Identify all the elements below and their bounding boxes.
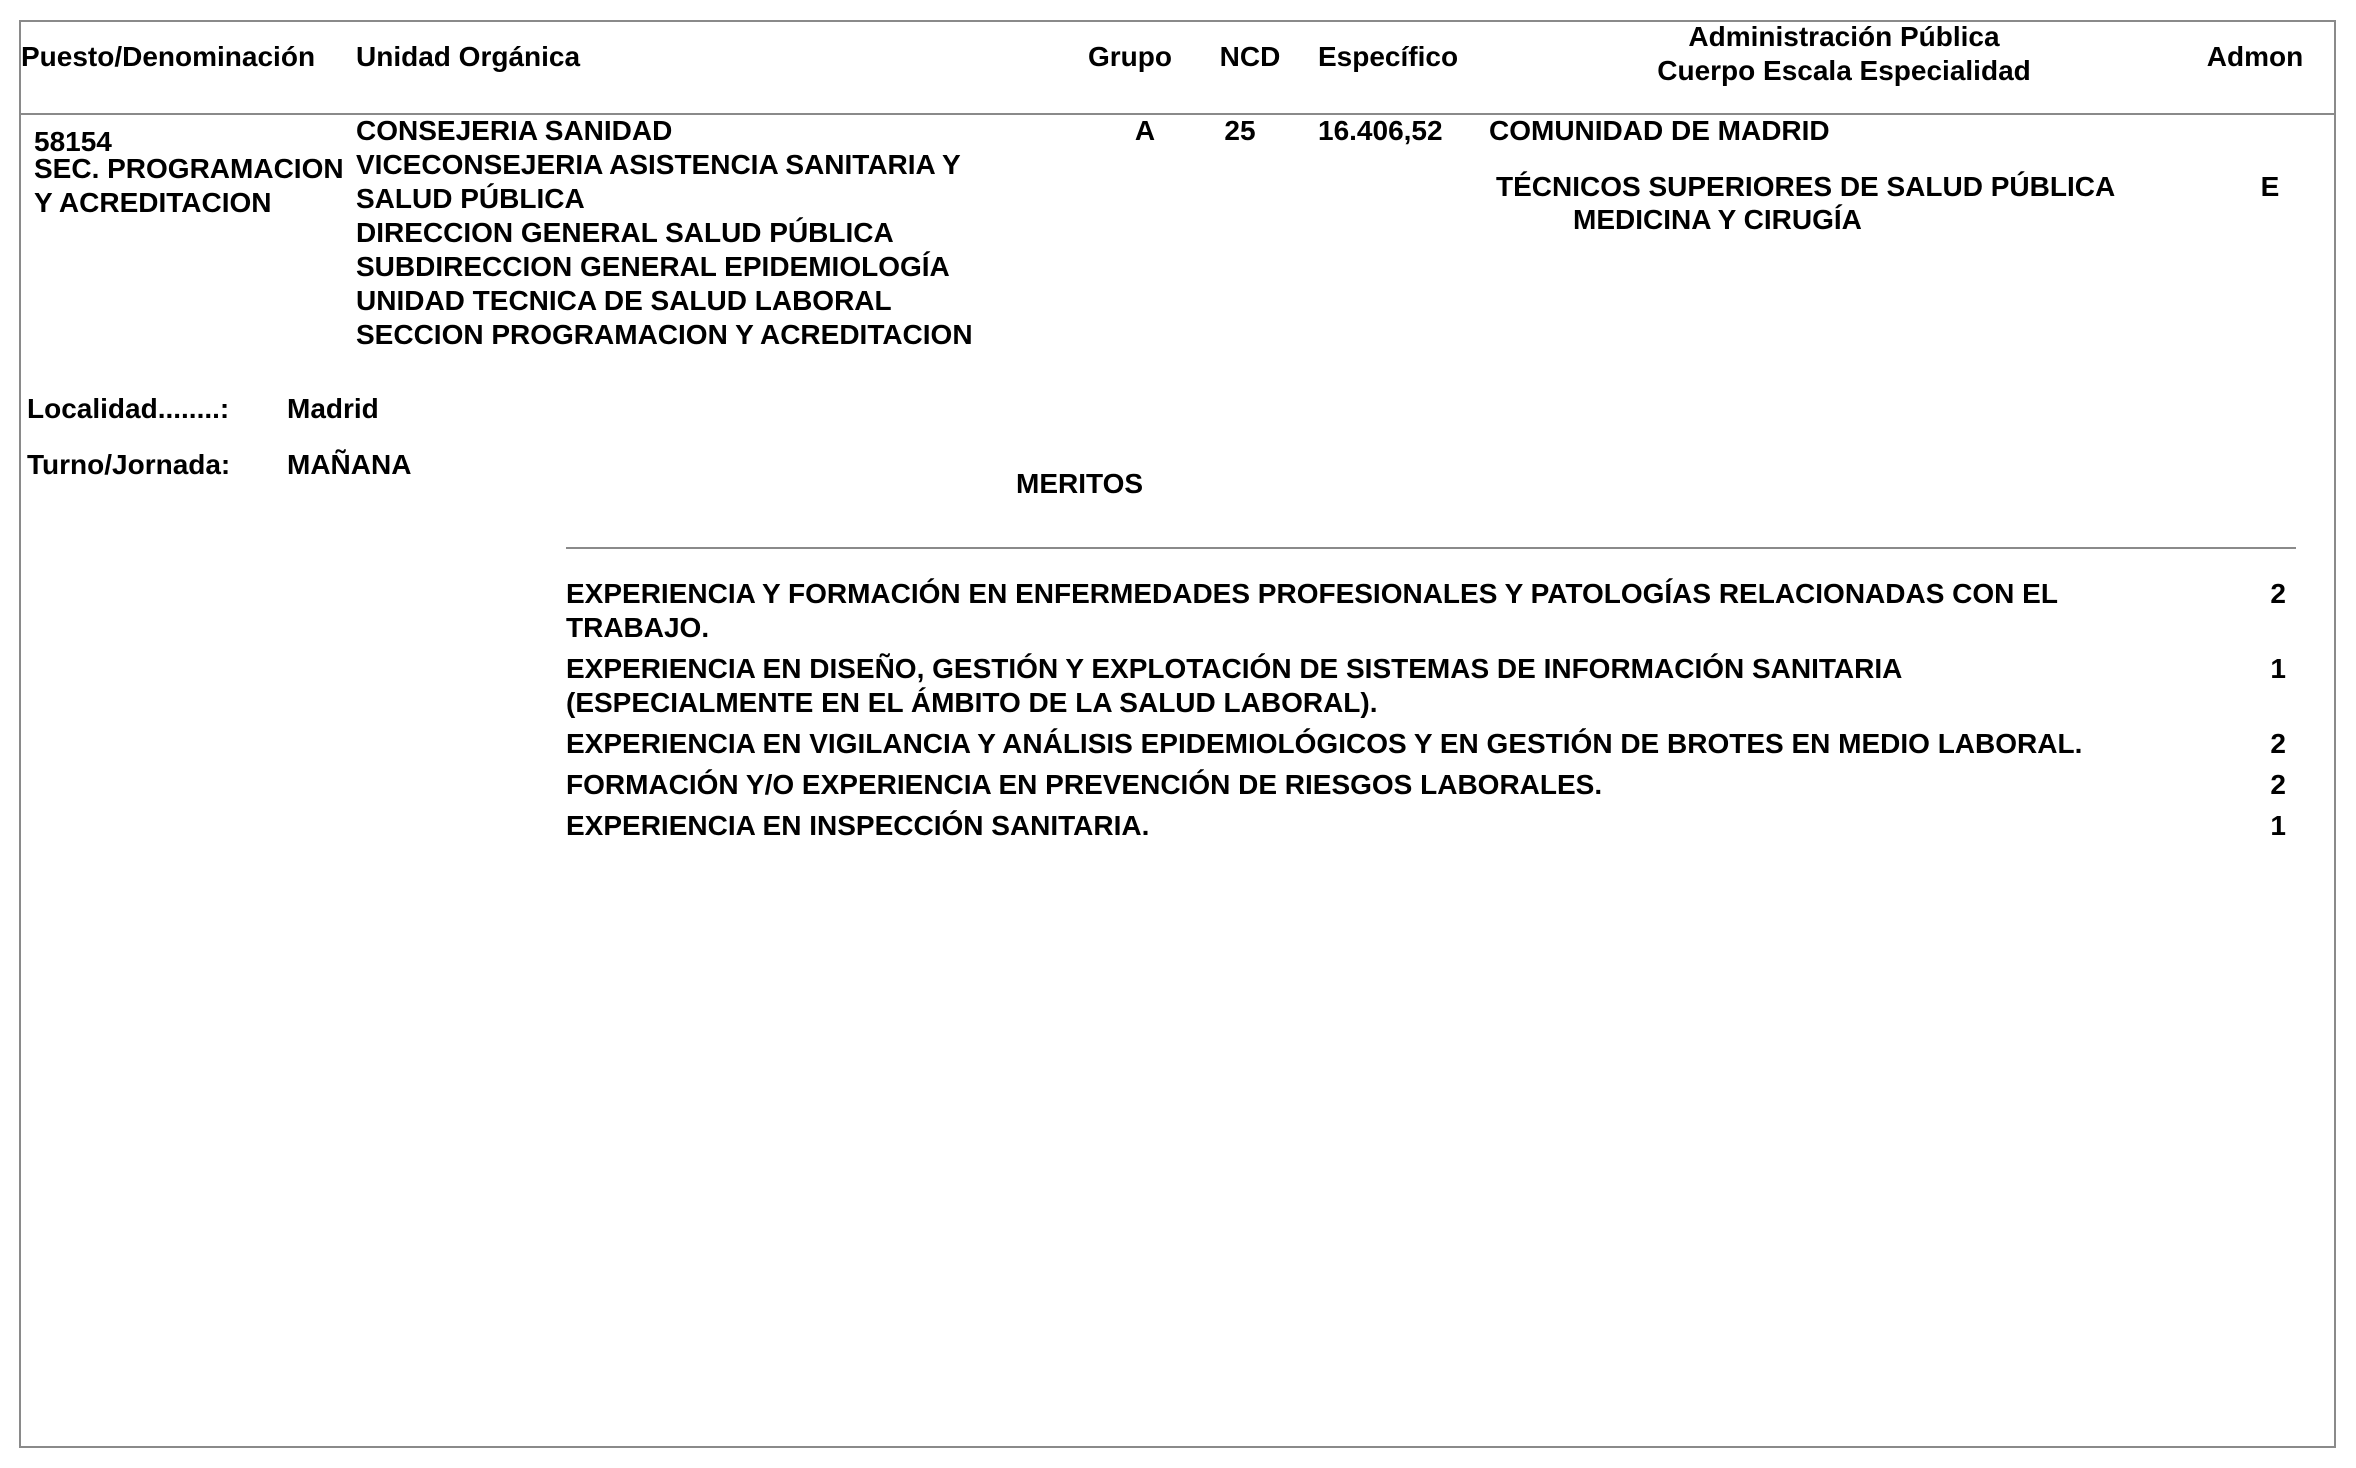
merito-text: EXPERIENCIA EN DISEÑO, GESTIÓN Y EXPLOTACIÓN DE SISTEMAS DE INFORMACIÓN SANITARIA (ESPECIALMENTE EN EL ÁMBITO DE LA SALUD LABORAL). — [566, 653, 1902, 718]
especifico-value: 16.406,52 — [1318, 115, 1443, 146]
puesto-codigo: 58154 — [34, 126, 112, 157]
meritos-list — [566, 577, 2286, 850]
merito-text: EXPERIENCIA EN VIGILANCIA Y ANÁLISIS EPIDEMIOLÓGICOS Y EN GESTIÓN DE BROTES EN MEDIO LABORAL. — [566, 728, 2083, 759]
ncd-value: 25 — [1224, 115, 1256, 146]
unidad-organica-line: SUBDIRECCION GENERAL EPIDEMIOLOGÍA — [356, 251, 950, 282]
merito-points: 1 — [2270, 653, 2286, 684]
turno-value: MAÑANA — [287, 449, 412, 480]
merito-text: FORMACIÓN Y/O EXPERIENCIA EN PREVENCIÓN DE RIESGOS LABORALES. — [566, 769, 1603, 800]
col-header-unidad: Unidad Orgánica — [356, 41, 581, 72]
meritos-title: MERITOS — [1016, 468, 1144, 499]
merito-points: 1 — [2270, 810, 2286, 841]
merito-item — [566, 577, 2286, 645]
merito-item — [566, 768, 2286, 802]
merito-text: EXPERIENCIA EN INSPECCIÓN SANITARIA. — [566, 810, 1150, 841]
col-header-admin-line1: Administración Pública — [1688, 21, 2000, 52]
admon-value: E — [2260, 171, 2280, 202]
merito-item — [566, 809, 2286, 843]
localidad-value: Madrid — [287, 393, 379, 424]
unidad-organica — [356, 114, 973, 352]
col-header-admin-line2: Cuerpo Escala Especialidad — [1657, 55, 2031, 86]
merito-text: EXPERIENCIA Y FORMACIÓN EN ENFERMEDADES PROFESIONALES Y PATOLOGÍAS RELACIONADAS CON EL TRABAJO. — [566, 578, 2058, 643]
grupo-value: A — [1134, 115, 1156, 146]
merito-item — [566, 652, 2286, 720]
turno-label: Turno/Jornada: — [27, 449, 231, 480]
unidad-organica-line: VICECONSEJERIA ASISTENCIA SANITARIA Y — [356, 149, 961, 180]
meritos-divider — [566, 547, 2296, 549]
unidad-organica-line: SECCION PROGRAMACION Y ACREDITACION — [356, 319, 973, 350]
unidad-organica-line: UNIDAD TECNICA DE SALUD LABORAL — [356, 285, 892, 316]
cuerpo-value: TÉCNICOS SUPERIORES DE SALUD PÚBLICA — [1496, 171, 2116, 202]
unidad-organica-line: SALUD PÚBLICA — [356, 183, 585, 214]
especialidad-value: MEDICINA Y CIRUGÍA — [1573, 204, 1862, 235]
col-header-ncd: NCD — [1219, 41, 1281, 72]
col-header-especifico: Específico — [1318, 41, 1459, 72]
localidad-label: Localidad........: — [27, 393, 230, 424]
merito-points: 2 — [2270, 578, 2286, 609]
merito-points: 2 — [2270, 728, 2286, 759]
administracion-value: COMUNIDAD DE MADRID — [1489, 115, 1830, 146]
merito-points: 2 — [2270, 769, 2286, 800]
merito-item — [566, 727, 2286, 761]
unidad-organica-line: DIRECCION GENERAL SALUD PÚBLICA — [356, 217, 894, 248]
puesto-denominacion: SEC. PROGRAMACION Y ACREDITACION — [34, 153, 344, 218]
col-header-puesto: Puesto/Denominación — [21, 41, 316, 72]
unidad-organica-line: CONSEJERIA SANIDAD — [356, 115, 673, 146]
col-header-admon: Admon — [2206, 41, 2304, 72]
col-header-grupo: Grupo — [1088, 41, 1172, 72]
